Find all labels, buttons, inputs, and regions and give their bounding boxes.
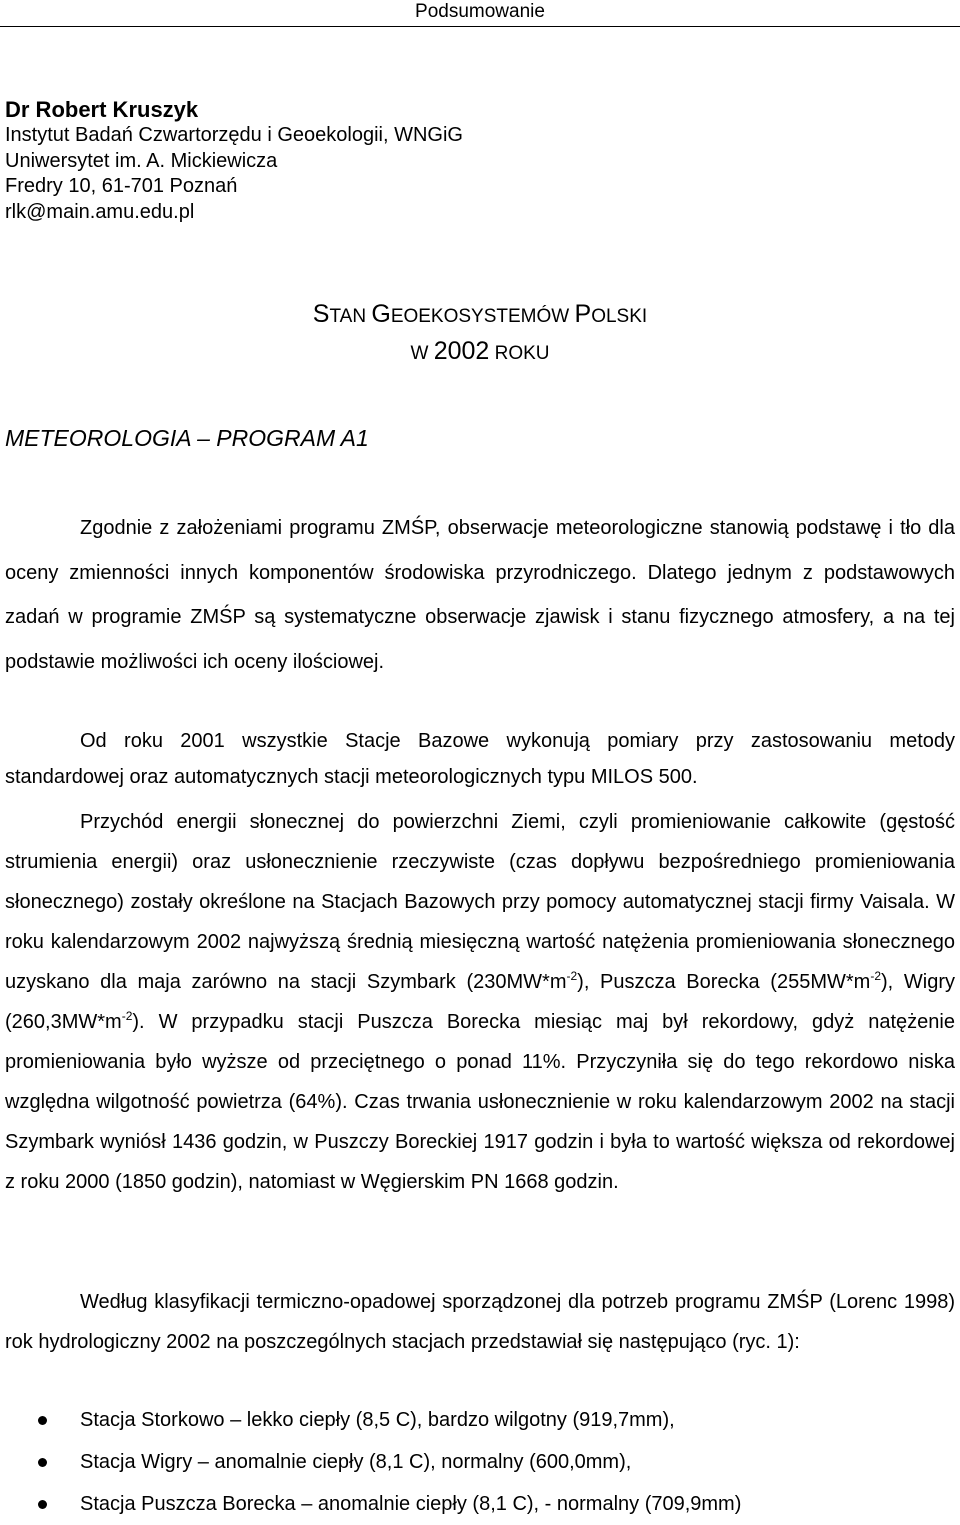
paragraph-text: ), Puszcza Borecka (255MW*m (577, 971, 871, 993)
paragraph-1: Zgodnie z założeniami programu ZMŚP, obserwacje meteorologiczne stanowią podstawę i tło dla oceny zmienności innych komponentów środowiska przyrodniczego. Dlatego jednym z podstawowych zadań w programie ZMŚP są systematyczne obserwacje zjawisk i stanu fizycznego atmosfery, a na tej podstawie możliwości ich oceny ilościowej. (5, 517, 955, 674)
paragraph-text: ), Wigry (260,3MW*m (5, 971, 955, 1033)
list-item (0, 1483, 741, 1525)
paragraph-3 (5, 802, 955, 1202)
author-email: rlk@main.amu.edu.pl (5, 200, 195, 223)
paragraph-4: Według klasyfikacji termiczno-opadowej sporządzonej dla potrzeb programu ZMŚP (Lorenc 1998) rok hydrologiczny 2002 na poszczególnych stacjach przedstawiał się następująco (ryc. 1): (5, 1291, 955, 1353)
paragraph-text: ). W przypadku stacji Puszcza Borecka miesiąc maj był rekordowy, gdyż natężenie promieniowania było wyższe od przeciętnego o ponad 11%. Przyczyniła się do tego rekordowo niska względna wilgotność powietrza (64%). Czas trwania usłonecznienie w roku kalendarzowym 2002 na stacji Szymbark wyniósł 1436 godzin, w Puszczy Boreckiej 1917 godzin i była to wartość większa od rekordowej z roku 2000 (1850 godzin), natomiast w Węgierskim PN 1668 godzin. (5, 1011, 955, 1193)
author-block (5, 96, 463, 225)
author-institute: Instytut Badań Czwartorzędu i Geoekologii, WNGiG (5, 124, 463, 146)
title-smallcaps: W (410, 343, 434, 364)
title-smallcaps: ROKU (489, 343, 550, 364)
title-initial: S (312, 300, 330, 328)
bullet-icon (38, 1416, 47, 1425)
station-list (0, 1399, 741, 1525)
title-smallcaps: EOEKOSYSTEMÓW (390, 306, 575, 327)
title-initial: G (371, 300, 391, 328)
list-item-text: Stacja Puszcza Borecka – anomalnie ciepły (8,1 C), - normalny (709,9mm) (80, 1493, 742, 1515)
superscript: -2 (870, 969, 881, 983)
title-initial: P (574, 300, 592, 328)
list-item (0, 1441, 741, 1483)
superscript: -2 (121, 1009, 133, 1023)
bullet-icon (38, 1458, 47, 1467)
list-item (0, 1399, 741, 1441)
paragraph-2: Od roku 2001 wszystkie Stacje Bazowe wykonują pomiary przy zastosowaniu metody standardowej oraz automatycznych stacji meteorologicznych typu MILOS 500. (5, 730, 955, 788)
list-item-text: Stacja Wigry – anomalnie ciepły (8,1 C), normalny (600,0mm), (80, 1451, 632, 1473)
page-header (0, 0, 960, 27)
section-heading: METEOROLOGIA – PROGRAM A1 (5, 425, 369, 451)
author-university: Uniwersytet im. A. Mickiewicza (5, 149, 278, 172)
title-year: 2002 (433, 337, 490, 365)
bullet-icon (38, 1500, 47, 1509)
header-title: Podsumowanie (415, 1, 545, 22)
title-smallcaps: OLSKI (591, 306, 648, 327)
author-address: Fredry 10, 61-701 Poznań (5, 175, 238, 197)
document-title-line2 (0, 333, 960, 372)
document-title-line1 (0, 296, 960, 335)
title-smallcaps: TAN (329, 306, 372, 327)
author-name: Dr Robert Kruszyk (5, 97, 199, 122)
list-item-text: Stacja Storkowo – lekko ciepły (8,5 C), bardzo wilgotny (919,7mm), (80, 1409, 675, 1431)
superscript: -2 (566, 969, 578, 983)
paragraph-text: Przychód energii słonecznej do powierzchni Ziemi, czyli promieniowanie całkowite (gęstość strumienia energii) oraz usłonecznienie rzeczywiste (czas dopływu bezpośredniego promieniowania słonecznego) zostały określone na Stacjach Bazowych przy pomocy automatycznej stacji firmy Vaisala. W roku kalendarzowym 2002 najwyższą średnią miesięczną wartość natężenia promieniowania słonecznego uzyskano dla maja zarówno na stacji Szymbark (230MW*m (5, 811, 955, 993)
